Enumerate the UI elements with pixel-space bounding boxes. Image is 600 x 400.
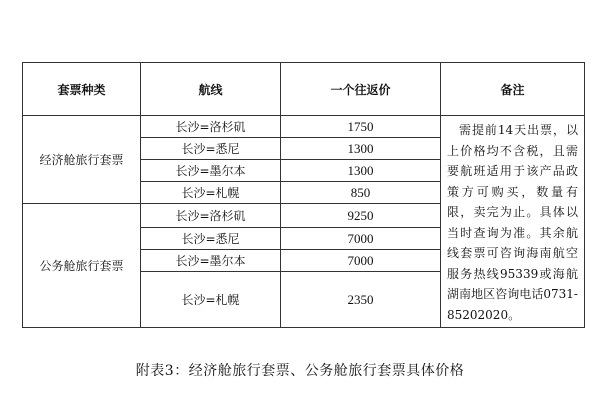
price-cell: 9250 bbox=[281, 204, 441, 228]
route-cell: 长沙=悉尼 bbox=[141, 228, 281, 250]
price-cell: 1300 bbox=[281, 138, 441, 160]
category-economy: 经济舱旅行套票 bbox=[23, 116, 141, 204]
notes-text: 需提前14天出票，以上价格均不含税，且需要航班适用于该产品政策方可购买，数量有限，卖完为止。具体以当时查询为准。其余航线套票可咨询海南航空服务热线95339或海航湖南地区咨询电话0731-85202020。 bbox=[447, 123, 578, 322]
category-business: 公务舱旅行套票 bbox=[23, 204, 141, 328]
table-header-row bbox=[23, 63, 585, 116]
route-cell: 长沙=墨尔本 bbox=[141, 250, 281, 272]
price-cell: 850 bbox=[281, 182, 441, 204]
table-row bbox=[23, 116, 585, 138]
header-route: 航线 bbox=[141, 63, 281, 116]
price-cell: 7000 bbox=[281, 250, 441, 272]
route-cell: 长沙=札幌 bbox=[141, 182, 281, 204]
header-category: 套票种类 bbox=[23, 63, 141, 116]
table-caption: 附表3：经济舱旅行套票、公务舱旅行套票具体价格 bbox=[135, 363, 465, 379]
notes-cell bbox=[441, 116, 585, 328]
header-price: 一个往返价 bbox=[281, 63, 441, 116]
route-cell: 长沙=札幌 bbox=[141, 272, 281, 328]
price-cell: 1750 bbox=[281, 116, 441, 138]
price-cell: 7000 bbox=[281, 228, 441, 250]
route-cell: 长沙=悉尼 bbox=[141, 138, 281, 160]
route-cell: 长沙=洛杉矶 bbox=[141, 204, 281, 228]
route-cell: 长沙=墨尔本 bbox=[141, 160, 281, 182]
price-cell: 2350 bbox=[281, 272, 441, 328]
header-notes: 备注 bbox=[441, 63, 585, 116]
fare-table bbox=[22, 62, 585, 328]
price-cell: 1300 bbox=[281, 160, 441, 182]
route-cell: 长沙=洛杉矶 bbox=[141, 116, 281, 138]
